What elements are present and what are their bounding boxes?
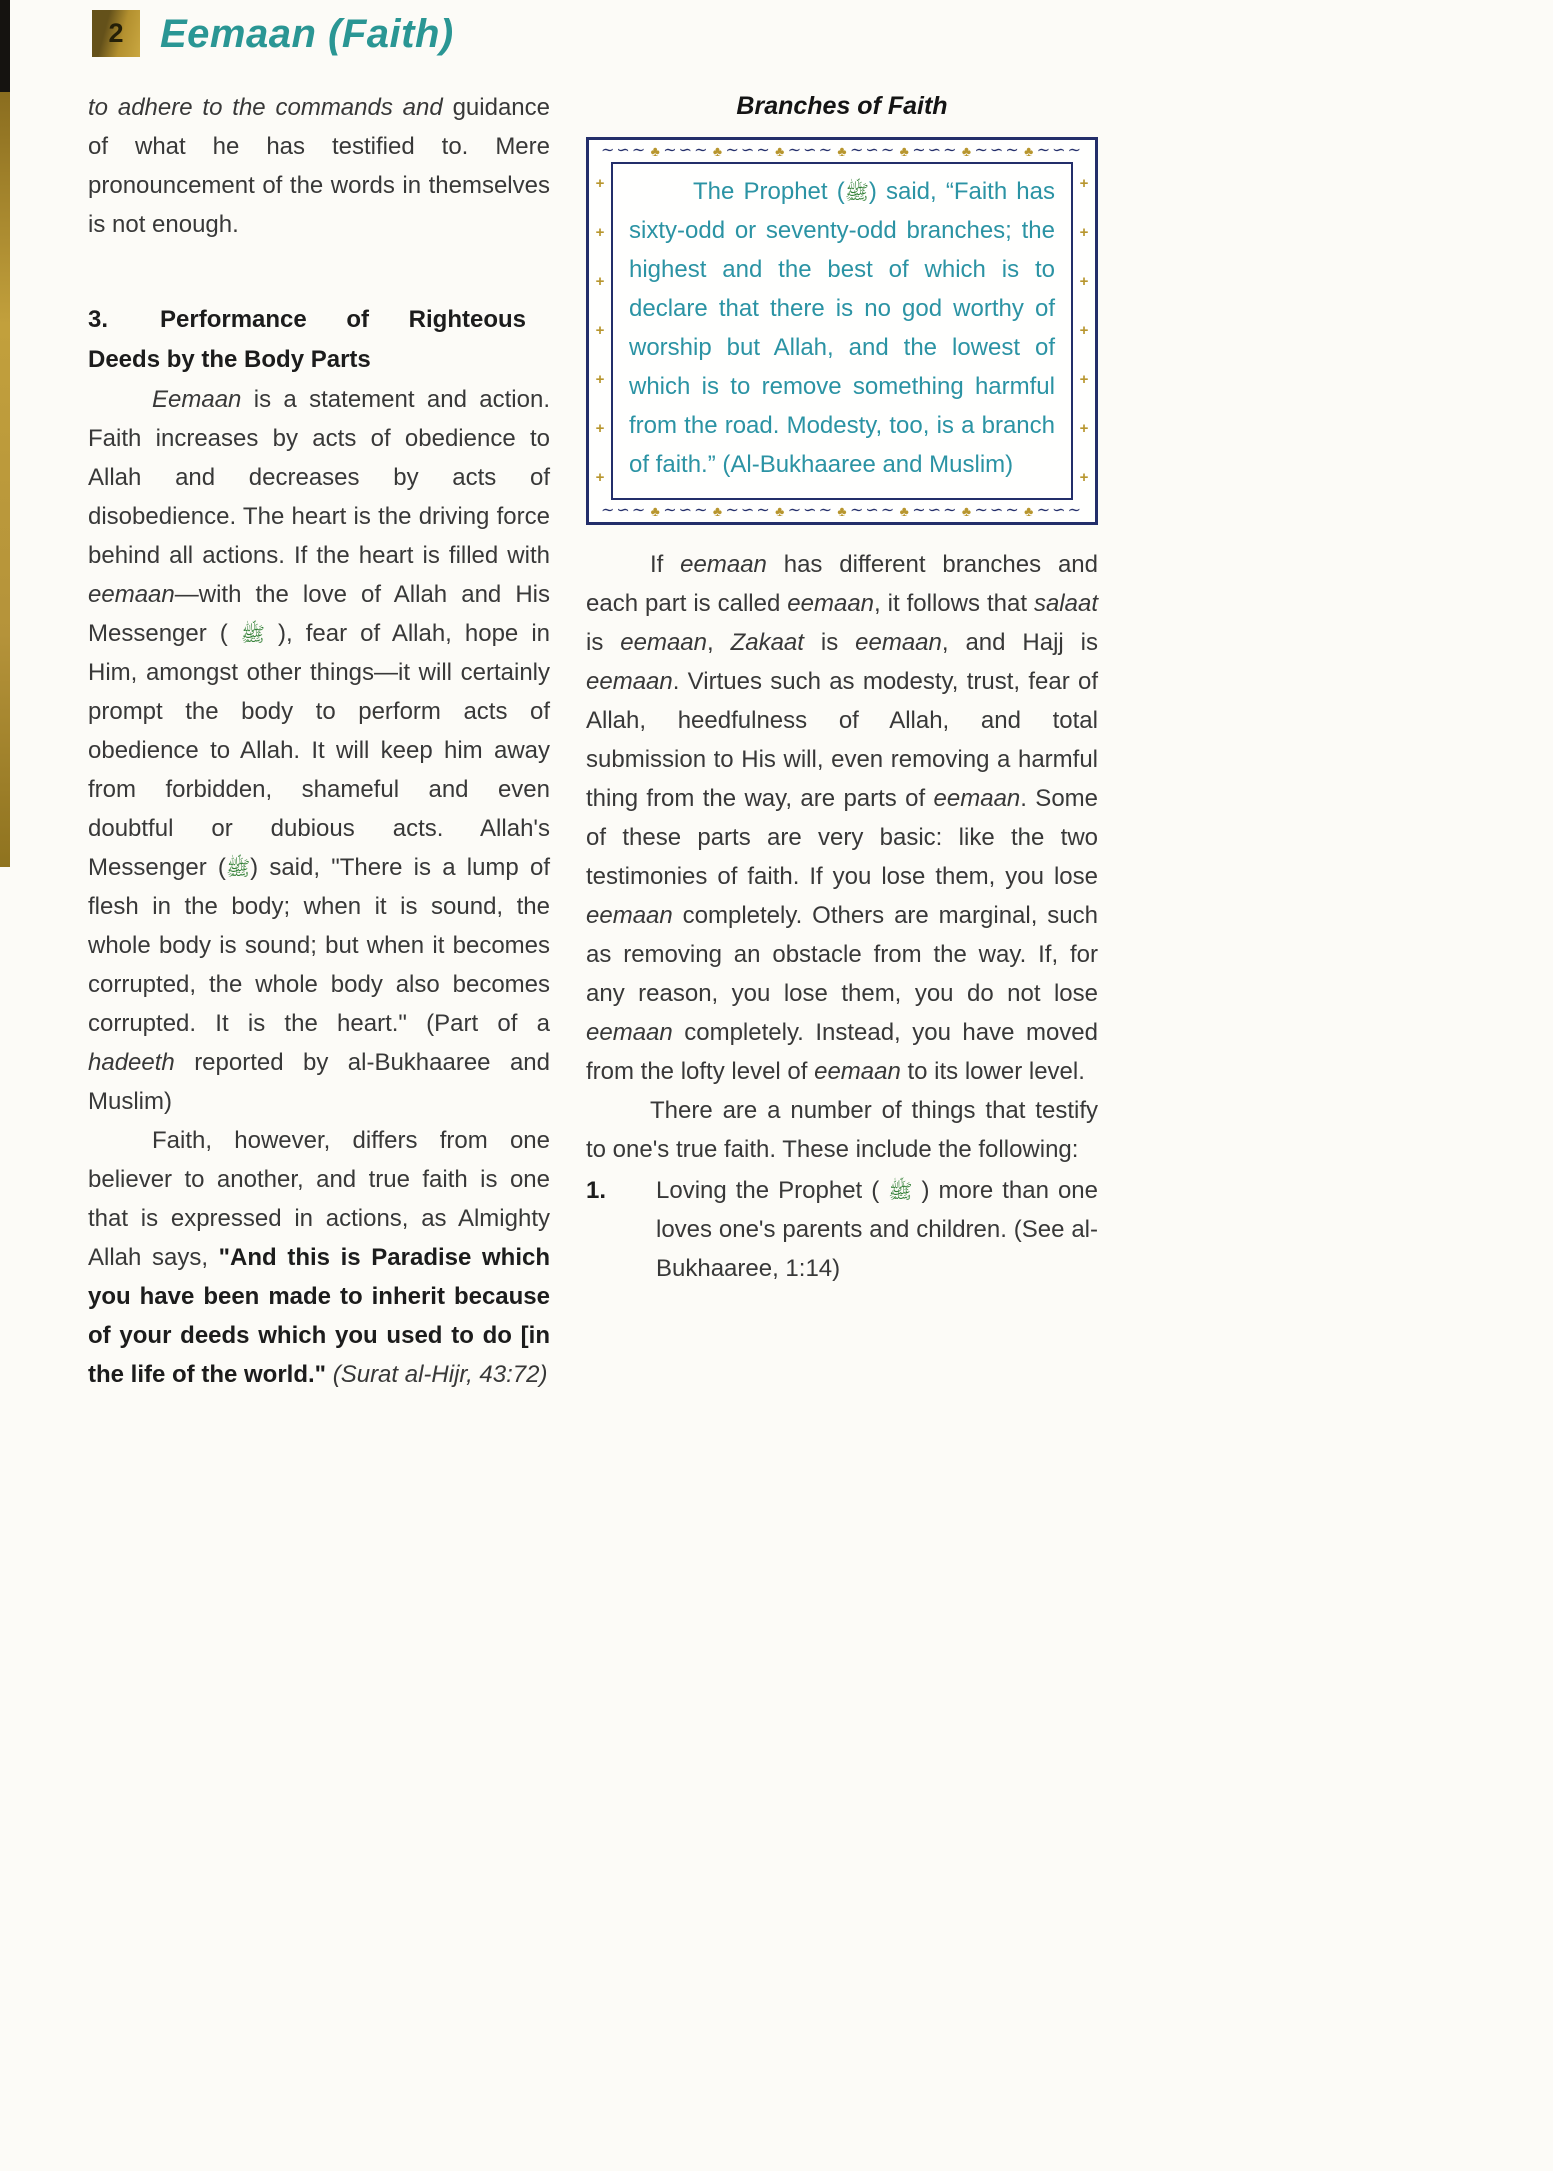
- section-number: 3.: [88, 306, 109, 333]
- ornament-side-right: + + + + + + +: [1079, 174, 1089, 487]
- page-title: Eemaan (Faith): [160, 11, 454, 56]
- ornament-band-top: ∼∽∼ ♣ ∼∽∼ ♣ ∼∽∼ ♣ ∼∽∼ ♣ ∼∽∼ ♣ ∼∽∼ ♣ ∼∽∼ ♣ ∼∽∼: [601, 141, 1083, 159]
- paragraph: to adhere to the commands and guidance of what he has testified to. Mere pronouncement of the words in themselves is not enough.: [88, 94, 550, 238]
- page-header: [92, 10, 454, 57]
- page-number-badge: 2: [92, 10, 140, 57]
- paragraph: If eemaan has different branches and each part is called eemaan, it follows that salaat is eemaan, Zakaat is eemaan, and Hajj is eemaan. Virtues such as modesty, trust, fear of Allah, heedfulness of Allah, and total submission to His will, even removing a harmful thing from the way, are parts of eemaan. Some of these parts are very basic: like the two testimonies of faith. If you lose them, you lose eemaan completely. Others are marginal, such as removing an obstacle from the way. If, for any reason, you lose them, you do not lose eemaan completely. Instead, you have moved from the lofty level of eemaan to its lower level.: [586, 550, 1099, 1085]
- ornament-side-left: + + + + + + +: [595, 174, 605, 487]
- section-heading: [88, 300, 550, 380]
- paragraph: Faith, however, differs from one believer to another, and true faith is one that is expressed in actions, as Almighty Allah says, "And this is Paradise which you have been made to inherit because of your deeds which you used to do [in the life of the world." (Surat al-Hijr, 43:72): [88, 1127, 550, 1388]
- section-title: Performance of Righteous Deeds by the Body Parts: [88, 306, 526, 373]
- list-text: Loving the Prophet ( ﷺ ) more than one loves one's parents and children. (See al-Bukhaaree, 1:14): [656, 1176, 1098, 1282]
- box-heading: Branches of Faith: [736, 92, 948, 120]
- quote-inner-frame: [611, 162, 1073, 500]
- ornament-band-bottom: ∼∽∼ ♣ ∼∽∼ ♣ ∼∽∼ ♣ ∼∽∼ ♣ ∼∽∼ ♣ ∼∽∼ ♣ ∼∽∼ ♣ ∼∽∼: [601, 501, 1083, 519]
- page-content: [88, 88, 1098, 1394]
- paragraph: There are a number of things that testify to one's true faith. These include the following:: [586, 1096, 1098, 1163]
- list-number: 1.: [586, 1176, 607, 1204]
- scan-edge-dark: [0, 0, 10, 92]
- left-column: [88, 88, 550, 1394]
- right-column: [586, 88, 1098, 1394]
- list-item: [586, 1171, 1098, 1288]
- hadith-text: The Prophet (ﷺ) said, “Faith has sixty-odd or seventy-odd branches; the highest and the best of which is to declare that there is no god worthy of worship but Allah, and the lowest of which is to remove something harmful from the road. Modesty, too, is a branch of faith.” (Al-Bukhaaree and Muslim): [629, 177, 1055, 478]
- scan-edge-gold: [0, 92, 10, 867]
- hadith-quote-box: [586, 137, 1098, 525]
- paragraph: Eemaan is a statement and action. Faith increases by acts of obedience to Allah and decreases by acts of disobedience. The heart is the driving force behind all actions. If the heart is filled with eemaan—with the love of Allah and His Messenger ( ﷺ ), fear of Allah, hope in Him, amongst other things—it will certainly prompt the body to perform acts of obedience to Allah. It will keep him away from forbidden, shameful and even doubtful or dubious acts. Allah's Messenger (ﷺ) said, "There is a lump of flesh in the body; when it is sound, the whole body is sound; but when it becomes corrupted, the whole body also becomes corrupted. It is the heart." (Part of a hadeeth reported by al-Bukhaaree and Muslim): [88, 386, 551, 1115]
